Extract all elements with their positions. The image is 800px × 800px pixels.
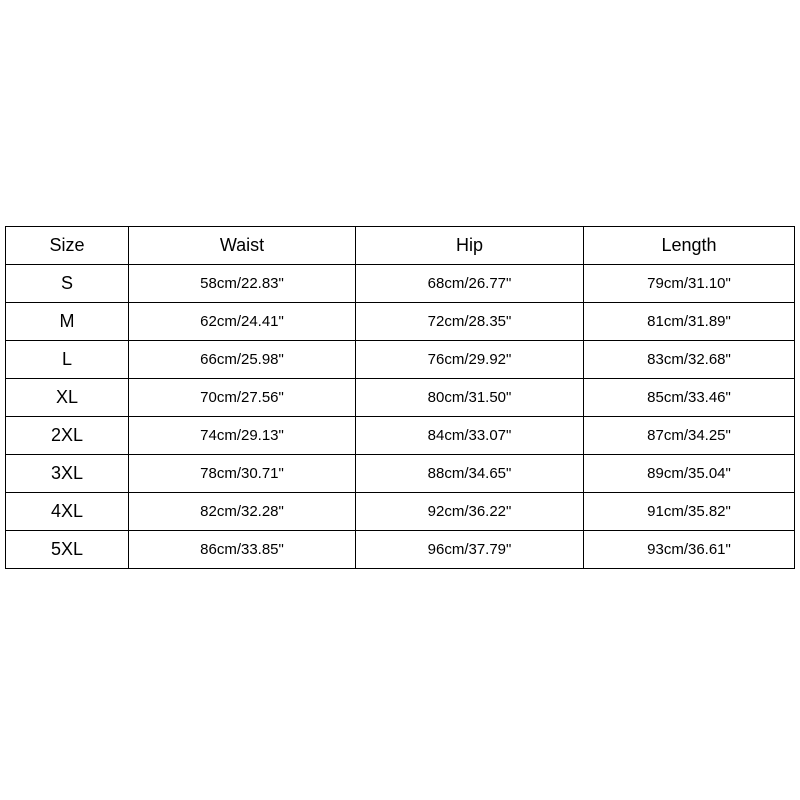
table-row [6, 303, 795, 341]
size-cell: 4XL [6, 493, 129, 531]
length-cell: 93cm/36.61" [584, 531, 795, 569]
length-cell: 81cm/31.89" [584, 303, 795, 341]
size-cell: L [6, 341, 129, 379]
size-cell: 3XL [6, 455, 129, 493]
waist-cell: 78cm/30.71" [129, 455, 356, 493]
header-row [6, 227, 795, 265]
waist-cell: 86cm/33.85" [129, 531, 356, 569]
size-cell: XL [6, 379, 129, 417]
waist-cell: 62cm/24.41" [129, 303, 356, 341]
size-cell: 2XL [6, 417, 129, 455]
hip-cell: 88cm/34.65" [356, 455, 584, 493]
waist-cell: 70cm/27.56" [129, 379, 356, 417]
length-cell: 89cm/35.04" [584, 455, 795, 493]
hip-cell: 68cm/26.77" [356, 265, 584, 303]
table-row [6, 341, 795, 379]
table-row [6, 417, 795, 455]
hip-cell: 72cm/28.35" [356, 303, 584, 341]
waist-cell: 82cm/32.28" [129, 493, 356, 531]
table-row [6, 379, 795, 417]
header-size: Size [6, 227, 129, 265]
waist-cell: 58cm/22.83" [129, 265, 356, 303]
size-cell: M [6, 303, 129, 341]
header-hip: Hip [356, 227, 584, 265]
size-cell: S [6, 265, 129, 303]
hip-cell: 92cm/36.22" [356, 493, 584, 531]
length-cell: 91cm/35.82" [584, 493, 795, 531]
size-cell: 5XL [6, 531, 129, 569]
waist-cell: 66cm/25.98" [129, 341, 356, 379]
hip-cell: 84cm/33.07" [356, 417, 584, 455]
table-row [6, 455, 795, 493]
length-cell: 85cm/33.46" [584, 379, 795, 417]
length-cell: 83cm/32.68" [584, 341, 795, 379]
hip-cell: 76cm/29.92" [356, 341, 584, 379]
header-length: Length [584, 227, 795, 265]
table-row [6, 531, 795, 569]
header-waist: Waist [129, 227, 356, 265]
waist-cell: 74cm/29.13" [129, 417, 356, 455]
length-cell: 79cm/31.10" [584, 265, 795, 303]
table-row [6, 265, 795, 303]
size-chart-table [5, 226, 795, 569]
length-cell: 87cm/34.25" [584, 417, 795, 455]
table-row [6, 493, 795, 531]
hip-cell: 96cm/37.79" [356, 531, 584, 569]
hip-cell: 80cm/31.50" [356, 379, 584, 417]
